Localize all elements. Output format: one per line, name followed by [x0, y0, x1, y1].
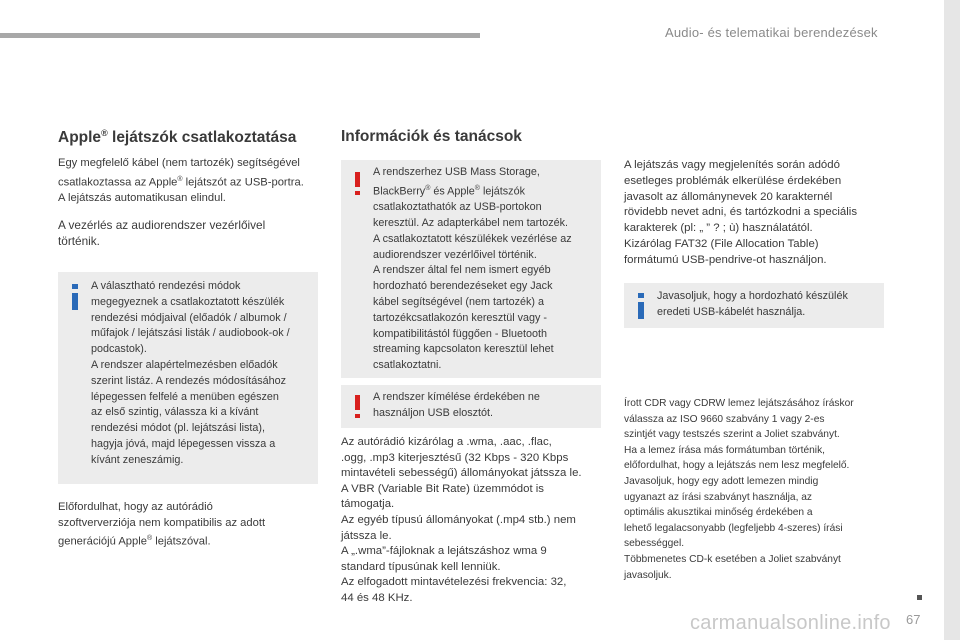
- text-line: előfordulhat, hogy a lejátszás nem lesz megfelelő.: [624, 460, 850, 472]
- text-line: Javasoljuk, hogy egy adott lemezen mindig: [624, 475, 819, 487]
- text-line: rendezési módjaival (előadók / albumok /: [91, 311, 287, 324]
- text-line: szoftververziója nem kompatibilis az adott: [58, 516, 266, 529]
- heading-info: Információk és tanácsok: [341, 128, 522, 145]
- registered-mark: ®: [425, 184, 431, 192]
- registered-mark: ®: [474, 184, 480, 192]
- warning-box-hub: [341, 385, 601, 428]
- text-line: sebességgel.: [624, 538, 685, 550]
- warning-text: [373, 390, 597, 422]
- text-line: Kizárólag FAT32 (File Allocation Table): [624, 237, 819, 250]
- heading-apple-text-rest: lejátszók csatlakoztatása: [107, 129, 297, 147]
- heading-apple: [58, 128, 296, 147]
- text-line: csatlakoztathatók az USB-portokon: [373, 201, 542, 214]
- text-line: A rendszer kímélése érdekében ne: [373, 391, 540, 403]
- text-line: műfajok / lejátszási listák / audiobook-ok /: [91, 327, 290, 340]
- text-line: A rendszer által fel nem ismert egyéb: [373, 264, 551, 277]
- warning-box-usb: [341, 160, 601, 378]
- text-line: Többmenetes CD-k esetében a Joliet szabványt: [624, 553, 841, 565]
- text-line: hordozható berendezéseket egy Jack: [373, 280, 553, 293]
- text-line: ugyanazt az írási szabványt használja, az: [624, 491, 813, 503]
- registered-mark: ®: [177, 175, 183, 183]
- info-box-sorting: [58, 272, 318, 484]
- text-line: podcastok).: [91, 343, 147, 356]
- text-line: kompatibilitástól függően - Bluetooth: [373, 327, 548, 340]
- text-line: standard típusúnak kell lenniük.: [341, 560, 501, 573]
- page-edge-bar: [944, 0, 960, 640]
- apple-intro: [58, 156, 328, 206]
- page-number: 67: [906, 612, 921, 627]
- info-box-cable: [624, 283, 884, 328]
- text-line: javasoljuk.: [624, 569, 672, 581]
- text-line: formátumú USB-pendrive-ot használjon.: [624, 253, 827, 266]
- text-line: válassza az ISO 9660 szabvány 1 vagy 2-es: [624, 413, 825, 425]
- text-span: generációjú Apple: [58, 535, 147, 548]
- text-line: Előfordulhat, hogy az autórádió: [58, 501, 213, 513]
- cd-note: [624, 396, 894, 583]
- text-line: 44 és 48 KHz.: [341, 591, 413, 604]
- text-line: optimális akusztikai minőség érdekében a: [624, 507, 813, 519]
- info-text: [657, 289, 879, 321]
- apple-compat: [58, 500, 328, 550]
- text-line: Az autórádió kizárólag a .wma, .aac, .flac,: [341, 436, 552, 448]
- warning-text: [373, 165, 597, 374]
- text-line: Ha a lemez írása más formátumban történik,: [624, 444, 825, 456]
- text-line: lehető legalacsonyabb (legfeljebb 4-szeres) írási: [624, 522, 843, 534]
- text-line: keresztül. Az adapterkábel nem tartozék.: [373, 216, 569, 229]
- text-line: kábel segítségével (nem tartozék) a: [373, 295, 545, 308]
- text-line: A rendszer alapértelmezésben előadók: [91, 358, 278, 371]
- text-line: szintjét vagy testszés szerint a Joliet szabványt.: [624, 429, 840, 441]
- text-line: streaming kapcsolaton keresztül lehet: [373, 343, 554, 356]
- text-line: csatlakoztatni.: [373, 359, 442, 372]
- end-marker: [917, 595, 922, 600]
- text-span: lejátszót az USB-portra.: [182, 176, 304, 189]
- format-info: [341, 435, 611, 607]
- text-line: Javasoljuk, hogy a hordozható készülék: [657, 290, 848, 302]
- heading-apple-text: Apple: [58, 129, 102, 147]
- registered-mark: ®: [101, 128, 108, 138]
- text-line: A rendszerhez USB Mass Storage,: [373, 166, 540, 178]
- text-line: Egy megfelelő kábel (nem tartozék) segítségével: [58, 157, 300, 169]
- registered-mark: ®: [146, 535, 153, 542]
- apple-control: [58, 218, 328, 249]
- text-line: Az egyéb típusú állományokat (.mp4 stb.) nem: [341, 513, 576, 526]
- section-title: Audio- és telematikai berendezések: [665, 25, 878, 40]
- text-line: karakterek (pl: „ ” ? ; ù) használatától.: [624, 222, 813, 235]
- text-line: A vezérlés az audiorendszer vezérlőivel: [58, 218, 266, 232]
- text-line: tartozékcsatlakozón keresztül vagy -: [373, 311, 548, 324]
- text-line: megegyeznek a csatlakoztatott készülék: [91, 295, 285, 308]
- text-span: BlackBerry: [373, 185, 426, 198]
- text-line: hagyja jóvá, majd lépegessen vissza a: [91, 437, 276, 450]
- text-line: szerint listáz. A rendezés módosításához: [91, 374, 287, 387]
- header-rule: [0, 33, 480, 38]
- text-line: [58, 172, 328, 191]
- text-line: [58, 531, 328, 550]
- text-line: [373, 181, 597, 200]
- watermark: carmanualsonline.info: [690, 612, 891, 634]
- text-line: javasolt az állománynevek 20 karakternél: [624, 190, 833, 203]
- info-text: [91, 279, 313, 469]
- text-line: az első szintig, válassza ki a kívánt: [91, 406, 259, 419]
- text-line: A csatlakoztatott készülékek vezérlése az: [373, 232, 572, 245]
- text-line: lépegessen felfelé a menüben egészen: [91, 390, 279, 403]
- text-line: A VBR (Variable Bit Rate) üzemmódot is: [341, 482, 545, 495]
- filename-advice: [624, 158, 894, 269]
- text-line: támogatja.: [341, 498, 395, 511]
- text-line: mintavételi sebességű) állományokat játssza le.: [341, 467, 582, 480]
- text-line: rövidebb nevet adni, és tartózkodni a speciális: [624, 206, 858, 219]
- text-line: esetleges problémák elkerülése érdekében: [624, 174, 842, 187]
- text-line: .ogg, .mp3 kiterjesztésű (32 Kbps - 320 Kbps: [341, 451, 569, 464]
- text-line: történik.: [58, 233, 100, 248]
- text-line: Írott CDR vagy CDRW lemez lejátszásához íráskor: [624, 398, 854, 409]
- text-span: lejátszóval.: [152, 535, 211, 548]
- text-line: eredeti USB-kábelét használja.: [657, 305, 806, 318]
- text-line: kívánt zeneszámig.: [91, 453, 184, 466]
- text-line: használjon USB elosztót.: [373, 406, 494, 419]
- text-line: audiorendszer vezérlőivel történik.: [373, 248, 537, 261]
- text-line: A választható rendezési módok: [91, 280, 241, 292]
- text-span: és Apple: [430, 185, 475, 198]
- text-span: lejátszók: [479, 185, 525, 198]
- text-line: rendezési módot (pl. lejátszási lista),: [91, 422, 266, 435]
- text-line: játssza le.: [341, 529, 392, 542]
- text-line: Az elfogadott mintavételezési frekvencia: 32,: [341, 576, 567, 589]
- text-line: A lejátszás automatikusan elindul.: [58, 191, 226, 204]
- text-line: A lejátszás vagy megjelenítés során adódó: [624, 159, 840, 171]
- text-line: A „.wma”-fájloknak a lejátszáshoz wma 9: [341, 545, 547, 558]
- text-span: csatlakoztassa az Apple: [58, 176, 178, 189]
